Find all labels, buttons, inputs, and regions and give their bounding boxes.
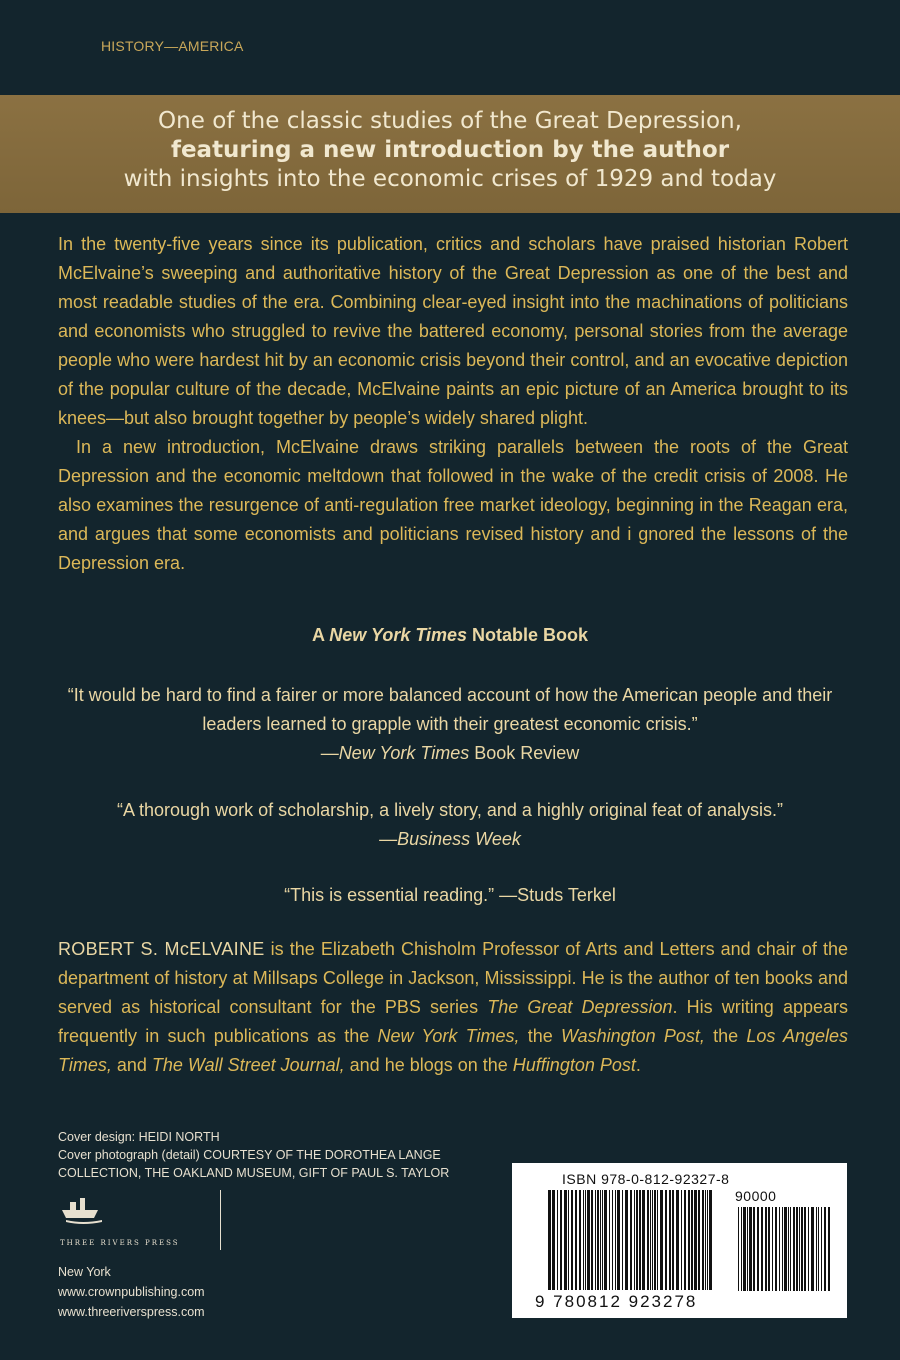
notable-book-line: [0, 625, 900, 646]
price-code: 90000: [735, 1188, 777, 1204]
barcode-bar: [782, 1207, 783, 1291]
barcode-bar: [665, 1190, 667, 1290]
barcode-bar: [583, 1190, 584, 1290]
barcode-bar: [552, 1190, 555, 1290]
barcode-bar: [709, 1190, 712, 1290]
tagline-banner: [0, 95, 900, 213]
barcode-bar: [779, 1207, 780, 1291]
barcode-bar: [612, 1190, 613, 1290]
barcode-bar: [642, 1190, 645, 1290]
tagline-line-3: with insights into the economic crises of 1929 and today: [123, 166, 777, 192]
barcode-bar: [568, 1190, 569, 1290]
barcode-bar: [694, 1190, 697, 1290]
barcode-bar: [672, 1190, 674, 1290]
design-credit: Cover design: HEIDI NORTH: [58, 1130, 220, 1144]
barcode-bar: [560, 1190, 562, 1290]
barcode-bar: [698, 1190, 700, 1290]
barcode-bar: [669, 1190, 671, 1290]
category-label: HISTORY—AMERICA: [101, 38, 244, 54]
barcode-bar: [768, 1207, 770, 1291]
barcode-bar: [587, 1190, 590, 1290]
barcode-bar: [828, 1207, 830, 1291]
barcode-bar: [761, 1207, 763, 1291]
barcode-bar: [548, 1190, 551, 1290]
barcode-bar: [793, 1207, 795, 1291]
barcode-bar: [801, 1207, 803, 1291]
barcode-bar: [676, 1190, 679, 1290]
tagline-line-2: featuring a new introduction by the author: [170, 137, 730, 163]
review-quote-1: [40, 681, 860, 768]
barcode-bar: [818, 1207, 819, 1291]
quote-text: “A thorough work of scholarship, a lively story, and a highly original feat of analysis.”: [117, 800, 783, 820]
barcode-bar: [604, 1190, 607, 1290]
barcode-bar: [654, 1190, 656, 1290]
barcode-bar: [790, 1207, 791, 1291]
barcode-bar: [634, 1190, 635, 1290]
barcode-bar: [684, 1190, 686, 1290]
quote-source: —New York Times Book Review: [320, 743, 580, 763]
barcode-bar: [821, 1207, 822, 1291]
barcode-bar: [775, 1207, 777, 1291]
publisher-address: [58, 1262, 205, 1322]
barcode-bar: [630, 1190, 632, 1290]
barcode-bar: [595, 1190, 596, 1290]
publisher-name: THREE RIVERS PRESS: [60, 1239, 180, 1247]
barcode-bar: [757, 1207, 759, 1291]
barcode-bar: [799, 1207, 800, 1291]
barcode-bar: [647, 1190, 649, 1290]
barcode-bar: [741, 1207, 742, 1291]
barcode-bar: [639, 1190, 641, 1290]
quote-text: “This is essential reading.” —Studs Terkel: [284, 885, 616, 905]
barcode-bar: [811, 1207, 814, 1291]
description-paragraph-2: In a new introduction, McElvaine draws striking parallels between the roots of the Great Depression and the economic meltdown that followed in the wake of the credit crisis of 2008. He also examines the resurgence of anti-regulation free market ideology, beginning in the Reagan era, and argues that some economists and politicians revised history and i gnored the lessons of the Depression era.: [58, 437, 848, 573]
barcode-bar: [824, 1207, 826, 1291]
barcode-bar: [579, 1190, 581, 1290]
book-description: [58, 230, 848, 578]
barcode-bar: [749, 1207, 752, 1291]
barcode-bar: [615, 1190, 616, 1290]
barcode-bar: [738, 1207, 739, 1291]
photo-credit: Cover photograph (detail) COURTESY OF THE DOROTHEA LANGE COLLECTION, THE OAKLAND MUSEUM, GIFT OF PAUL S. TAYLOR: [58, 1148, 450, 1180]
description-paragraph-1: In the twenty-five years since its publication, critics and scholars have praised historian Robert McElvaine’s sweeping and authoritative history of the Great Depression as one of the best and most readable studies of the era. Combining clear-eyed insight into the machinations of politicians and economists who struggled to revive the battered economy, personal stories from the average people who were hardest hit by an economic crisis beyond their control, and an evocative depiction of the popular culture of the decade, McElvaine paints an epic picture of an America brought to its knees—but also brought together by people’s widely shared plight.: [58, 234, 848, 428]
barcode-bar: [602, 1190, 603, 1290]
barcode-bar: [788, 1207, 789, 1291]
barcode-bar: [652, 1190, 653, 1290]
ean-digits: 9 780812 923278: [535, 1292, 698, 1311]
barcode-bar: [585, 1190, 586, 1290]
barcode-bar: [625, 1190, 628, 1290]
review-quote-2: [40, 796, 860, 854]
isbn-label: ISBN 978-0-812-92327-8: [562, 1171, 730, 1187]
barcode-bar: [765, 1207, 767, 1291]
barcode-bar: [808, 1207, 809, 1291]
barcode-bar: [702, 1190, 704, 1290]
quote-text: “It would be hard to find a fairer or more balanced account of how the American people and their leaders learned to grapple with their greatest economic crisis.”: [67, 685, 833, 734]
barcode-bar: [564, 1190, 567, 1290]
barcode-bar: [688, 1190, 690, 1290]
publisher-url-2: www.threeriverspress.com: [58, 1305, 205, 1319]
barcode-bar: [622, 1190, 623, 1290]
quote-source: —Business Week: [379, 829, 521, 849]
barcode-bar: [804, 1207, 806, 1291]
barcode-bar: [681, 1190, 682, 1290]
author-name: ROBERT S. McELVAINE: [58, 939, 265, 959]
barcode-bar: [557, 1190, 558, 1290]
barcode-bar: [636, 1190, 638, 1290]
barcode-bar: [796, 1207, 798, 1291]
notable-prefix: A: [311, 625, 325, 645]
barcode-bar: [816, 1207, 817, 1291]
barcode-bar: [609, 1190, 610, 1290]
barcode-bar: [617, 1190, 620, 1290]
price-addon-barcode: [738, 1207, 833, 1294]
barcode-bar: [575, 1190, 577, 1290]
ean-barcode: [548, 1190, 713, 1294]
notable-suffix: Notable Book: [472, 625, 589, 645]
publisher-url-1: www.crownpublishing.com: [58, 1285, 205, 1299]
barcode-bar: [772, 1207, 773, 1291]
barcode-bar: [571, 1190, 573, 1290]
tagline-line-1: One of the classic studies of the Great Depression,: [158, 108, 742, 134]
author-bio: ROBERT S. McELVAINE is the Elizabeth Chisholm Professor of Arts and Letters and chair of the department of history at Millsaps College in Jackson, Mississippi. He is the author of ten books and served as historical consultant for the PBS series The Great Depression. His writing appears frequently in such publications as the New York Times, the Washington Post, the Los Angeles Times, and The Wall Street Journal, and he blogs on the Huffington Post.: [58, 939, 849, 1075]
barcode-bar: [707, 1190, 708, 1290]
barcode-bar: [650, 1190, 651, 1290]
barcode-bar: [743, 1207, 746, 1291]
review-quote-3: [40, 881, 860, 910]
barcode-bar: [660, 1190, 663, 1290]
cover-credits: [58, 1128, 498, 1182]
logo-divider: [220, 1190, 221, 1250]
barcode-bar: [705, 1190, 706, 1290]
barcode-bar: [657, 1190, 658, 1290]
notable-title: New York Times: [329, 625, 468, 645]
barcode-bar: [784, 1207, 787, 1291]
barcode-bar: [753, 1207, 755, 1291]
barcode-bar: [691, 1190, 693, 1290]
barcode-bar: [597, 1190, 599, 1290]
barcode-bar: [600, 1190, 601, 1290]
publisher-city: New York: [58, 1265, 111, 1279]
barcode-bar: [591, 1190, 593, 1290]
barcode-bar: [747, 1207, 748, 1291]
